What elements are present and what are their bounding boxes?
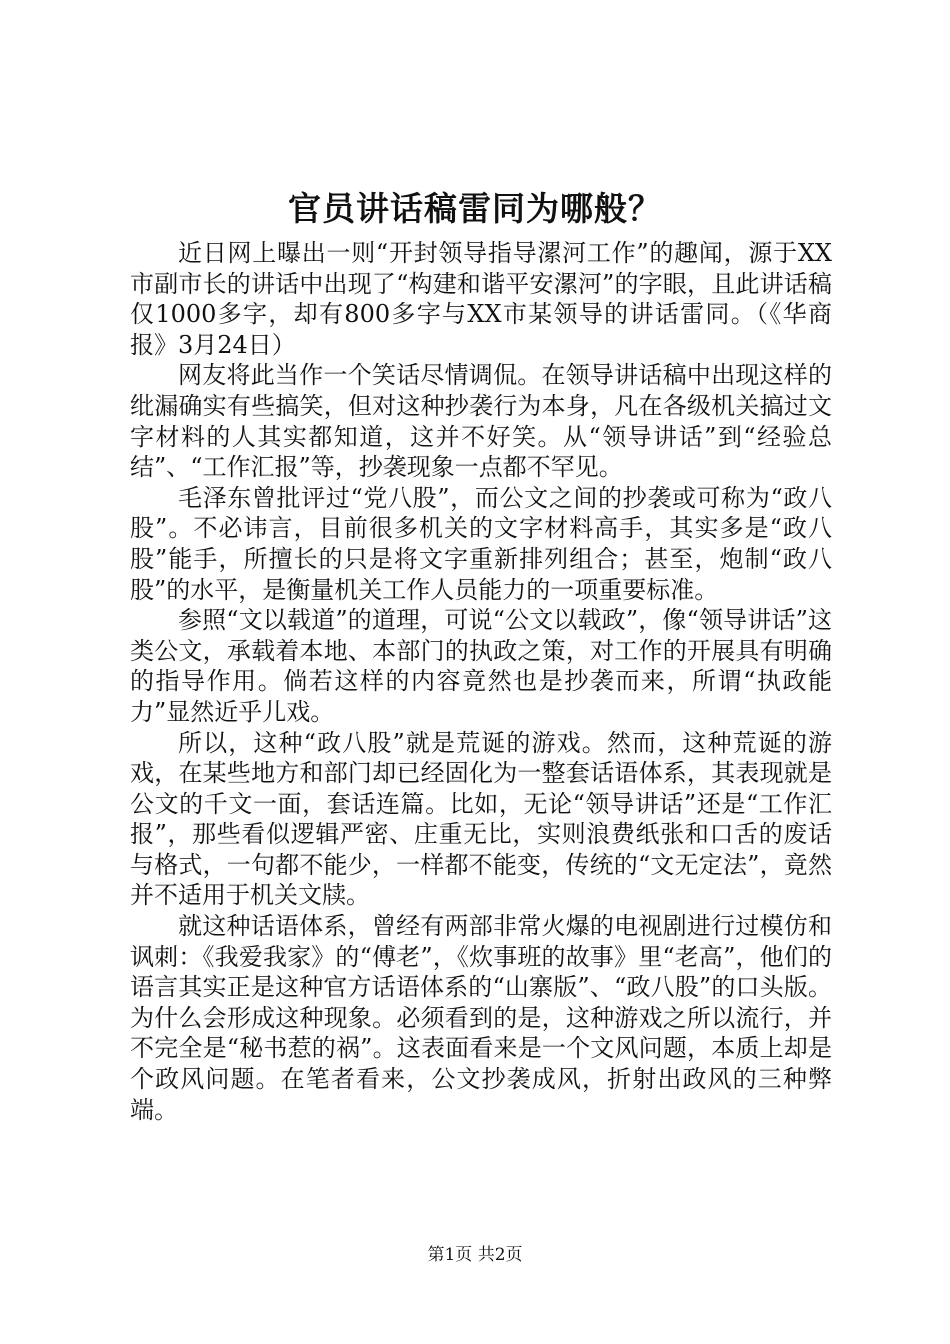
document-body (130, 238, 832, 1125)
document-title: 官员讲话稿雷同为哪般？ (288, 189, 662, 228)
paragraph-5: 所以，这种“政八股”就是荒诞的游戏。然而，这种荒诞的游戏，在某些地方和部门却已经固化为一整套话语体系，其表现就是公文的千文一面，套话连篇。比如，无论“领导讲话”还是“工作汇报”，那些看似逻辑严密、庄重无比，实则浪费纸张和口舌的废话与格式，一句都不能少，一样都不能变，传统的“文无定法”，竟然并不适用于机关文牍。 (130, 728, 832, 910)
paragraph-6: 就这种话语体系，曾经有两部非常火爆的电视剧进行过模仿和讽刺：《我爱我家》的“傅老”，《炊事班的故事》里“老高”，他们的语言其实正是这种官方话语体系的“山寨版”、“政八股”的口头版。为什么会形成这种现象。必须看到的是，这种游戏之所以流行，并不完全是“秘书惹的祸”。这表面看来是一个文风问题，本质上却是个政风问题。在笔者看来，公文抄袭成风，折射出政风的三种弊端。 (130, 912, 832, 1124)
paragraph-2: 网友将此当作一个笑话尽情调侃。在领导讲话稿中出现这样的纰漏确实有些搞笑，但对这种抄袭行为本身，凡在各级机关搞过文字材料的人其实都知道，这并不好笑。从“领导讲话”到“经验总结”、“工作汇报”等，抄袭现象一点都不罕见。 (130, 361, 832, 482)
paragraph-4: 参照“文以载道”的道理，可说“公文以载政”，像“领导讲话”这类公文，承载着本地、本部门的执政之策，对工作的开展具有明确的指导作用。倘若这样的内容竟然也是抄袭而来，所谓“执政能力”显然近乎儿戏。 (130, 606, 832, 726)
page-footer: 第1页 共2页 (427, 1245, 523, 1265)
paragraph-3: 毛泽东曾批评过“党八股”，而公文之间的抄袭或可称为“政八股”。不必讳言，目前很多机关的文字材料高手，其实多是“政八股”能手，所擅长的只是将文字重新排列组合；甚至，炮制“政八股”的水平，是衡量机关工作人员能力的一项重要标准。 (130, 483, 832, 604)
paragraph-1: 近日网上曝出一则“开封领导指导漯河工作”的趣闻，源于XX市副市长的讲话中出现了“构建和谐平安漯河”的字眼，且此讲话稿仅1000多字，却有800多字与XX市某领导的讲话雷同。（《华商报》3月24日） (130, 239, 832, 359)
